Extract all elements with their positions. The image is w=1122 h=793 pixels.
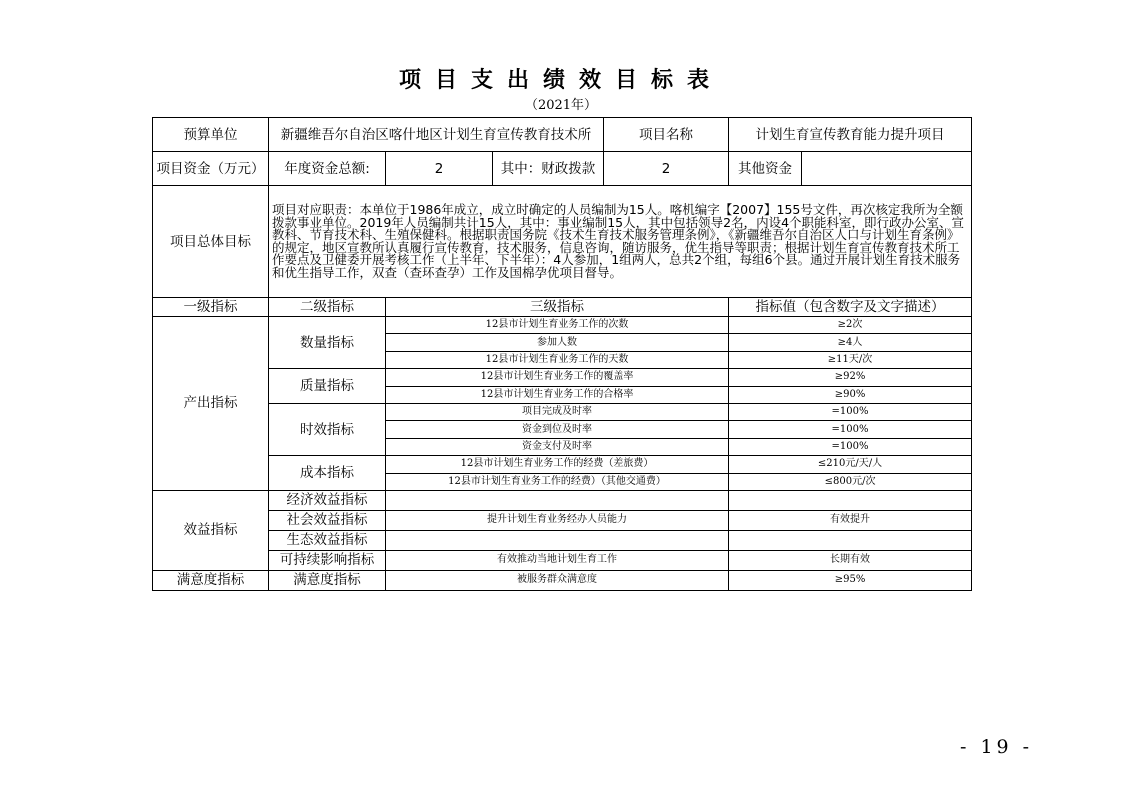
unit-label: 预算单位 [153,118,269,152]
value-cell: ≥90% [729,386,972,403]
level2-cell: 时效指标 [269,403,386,455]
level3-cell [386,490,729,510]
level2-cell: 经济效益指标 [269,490,386,510]
value-cell [729,530,972,550]
header-row [153,118,972,152]
value-cell: 长期有效 [729,550,972,570]
level2-cell: 质量指标 [269,369,386,404]
level3-cell: 资金支付及时率 [386,438,729,455]
level3-cell [386,530,729,550]
table-row [153,570,972,590]
value-cell: ≥95% [729,570,972,590]
value-cell: =100% [729,421,972,438]
table-row [153,403,972,420]
level3-cell: 12县市计划生育业务工作的经费（差旅费） [386,456,729,473]
value-cell: ≥11天/次 [729,351,972,368]
level3-cell: 资金到位及时率 [386,421,729,438]
value-cell: ≤800元/次 [729,473,972,490]
value-header: 指标值（包含数字及文字描述） [729,298,972,317]
value-cell: ≥4人 [729,334,972,351]
level2-cell: 生态效益指标 [269,530,386,550]
level2-cell: 社会效益指标 [269,510,386,530]
goal-text: 项目对应职责：本单位于1986年成立，成立时确定的人员编制为15人。喀机编字【2007】155号文件，再次核定我所为全额拨款事业单位。2019年人员编制共计15人，其中：事业编制15人，其中包括领导2名，内设4个职能科室，即行政办公室、宣教科、节育技术科、生殖保健科。根据职责国务院《技术生育技术服务管理条例》，《新疆维吾尔自治区人口与计划生育条例》的规定，地区宣教所认真履行宣传教育，技术服务，信息咨询，随访服务，优生指导等职责；根据计划生育宣传教育技术所工作要点及卫健委开展考核工作（上半年、下半年）：4人参加，1组两人，总共2个组，每组6个县。通过开展计划生育技术服务和优生指导工作，双查（查环查孕）工作及国棉孕优项目督导。 [269,186,972,298]
level2-header: 二级指标 [269,298,386,317]
value-cell: =100% [729,438,972,455]
level3-header: 三级指标 [386,298,729,317]
level1-cell: 产出指标 [153,317,269,491]
other-funds-label: 其他资金 [729,152,802,186]
level3-cell: 12县市计划生育业务工作的合格率 [386,386,729,403]
funds-label: 项目资金（万元） [153,152,269,186]
level2-cell: 成本指标 [269,456,386,491]
table-row [153,317,972,334]
level1-cell: 满意度指标 [153,570,269,590]
table-row [153,490,972,510]
page-number: - 19 - [960,736,1034,758]
level3-cell: 12县市计划生育业务工作的经费）（其他交通费） [386,473,729,490]
level3-cell: 提升计划生育业务经办人员能力 [386,510,729,530]
table-row [153,550,972,570]
project-label: 项目名称 [604,118,729,152]
level1-header: 一级指标 [153,298,269,317]
level3-cell: 参加人数 [386,334,729,351]
value-cell: 有效提升 [729,510,972,530]
level2-cell: 满意度指标 [269,570,386,590]
level3-cell: 12县市计划生育业务工作的覆盖率 [386,369,729,386]
table-row [153,510,972,530]
project-value: 计划生育宣传教育能力提升项目 [729,118,972,152]
value-cell: ≥2次 [729,317,972,334]
level3-cell: 12县市计划生育业务工作的天数 [386,351,729,368]
total-funds-value: 2 [386,152,493,186]
other-funds-value [802,152,972,186]
goal-label: 项目总体目标 [153,186,269,298]
table-row [153,369,972,386]
level1-cell: 效益指标 [153,490,269,570]
funds-row [153,152,972,186]
column-header-row [153,298,972,317]
value-cell [729,490,972,510]
total-funds-label: 年度资金总额: [269,152,386,186]
value-cell: =100% [729,403,972,420]
year-label: （2021年） [524,98,598,113]
fiscal-funds-label: 其中：财政拨款 [493,152,604,186]
goal-row [153,186,972,298]
level3-cell: 12县市计划生育业务工作的次数 [386,317,729,334]
performance-table [152,117,972,591]
page-title: 项目支出绩效目标表 [398,68,723,93]
value-cell: ≤210元/天/人 [729,456,972,473]
level3-cell: 被服务群众满意度 [386,570,729,590]
value-cell: ≥92% [729,369,972,386]
fiscal-funds-value: 2 [604,152,729,186]
level2-cell: 可持续影响指标 [269,550,386,570]
table-row [153,530,972,550]
level3-cell: 项目完成及时率 [386,403,729,420]
level2-cell: 数量指标 [269,317,386,369]
level3-cell: 有效推动当地计划生育工作 [386,550,729,570]
table-row [153,456,972,473]
unit-value: 新疆维吾尔自治区喀什地区计划生育宣传教育技术所 [269,118,604,152]
